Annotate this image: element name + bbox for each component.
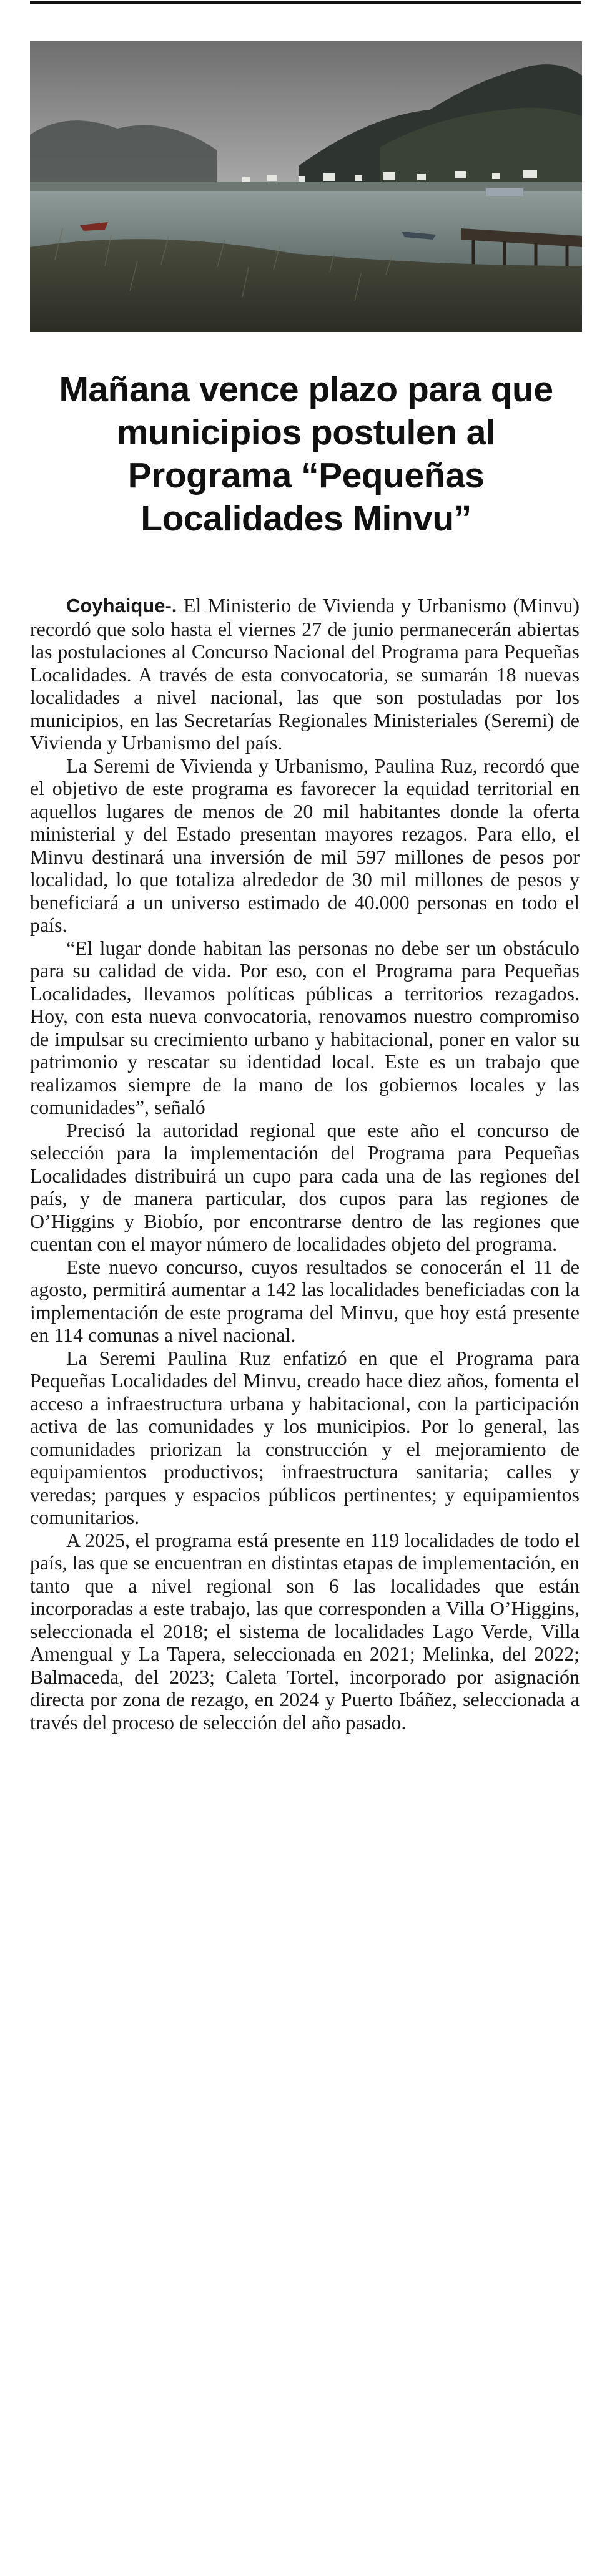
paragraph-6: La Seremi Paulina Ruz enfatizó en que el Programa para Pequeñas Localidades del Minvu, creado hace diez años, fomenta el acceso a infraestructura urbana y habitacional, con la participación activa de las comunidades y los municipios. Por lo general, las comunidades priorizan la construcción y el mejoramiento de equipamientos productivos; infraestructura sanitaria; calles y veredas; parques y espacios públicos pertinentes; y equipamientos comunitarios. [30,1346,580,1528]
paragraph-1-text: El Ministerio de Vivienda y Urbanismo (Minvu) recordó que solo hasta el viernes 27 de junio permanecerán abiertas las postulaciones al Concurso Nacional del Programa para Pequeñas Localidades. A través de esta convocatoria, se sumarán 18 nuevas localidades a nivel nacional, las que son postuladas por los municipios, en las Secretarías Regionales Ministeriales (Seremi) de Vivienda y Urbanismo del país. [30,594,580,754]
article-photo [30,41,582,332]
headline: Mañana vence plazo para que municipios postulen al Programa “Pequeñas Localidades Minvu” [59,369,553,539]
paragraph-5: Este nuevo concurso, cuyos resultados se conocerán el 11 de agosto, permitirá aumentar a 142 las localidades beneficiadas con la implementación de este programa del Minvu, que hoy está presente en 114 comunas a nivel nacional. [30,1255,580,1346]
paragraph-4: Precisó la autoridad regional que este año el concurso de selección para la implementación del Programa para Pequeñas Localidades distribuirá un cupo para cada una de las regiones del país, y de manera particular, dos cupos para las regiones de O’Higgins y Biobío, por encontrarse dentro de las regiones que cuentan con el mayor número de localidades objeto del programa. [30,1118,580,1255]
lake-village-photo-icon [30,41,582,332]
paragraph-2: La Seremi de Vivienda y Urbanismo, Paulina Ruz, recordó que el objetivo de este programa es favorecer la equidad territorial en aquellos lugares de menos de 20 mil habitantes donde la oferta ministerial y del Estado presentan mayores rezagos. Para ello, el Minvu destinará una inversión de mil 597 millones de pesos por localidad, lo que totaliza alrededor de 30 mil millones de pesos y beneficiará a un universo estimado de 40.000 personas en todo el país. [30,754,580,936]
paragraph-1 [30,594,580,754]
article-body [30,594,580,1734]
paragraph-3: “El lugar donde habitan las personas no debe ser un obstáculo para su calidad de vida. Por eso, con el Programa para Pequeñas Localidades, llevamos políticas públicas a territorios rezagados. Hoy, con esta nueva convocatoria, renovamos nuestro compromiso de impulsar su crecimiento urbano y habitacional, poner en valor su patrimonio y rescatar su identidad local. Este es un trabajo que realizamos siempre de la mano de los gobiernos locales y las comunidades”, señaló [30,936,580,1118]
dateline: Coyhaique-. [66,595,177,617]
paragraph-7: A 2025, el programa está presente en 119 localidades de todo el país, las que se encuentran en distintas etapas de implementación, en tanto que a nivel regional son 6 las localidades que están incorporadas a este trabajo, las que corresponden a Villa O’Higgins, seleccionada el 2018; el sistema de localidades Lago Verde, Villa Amengual y La Tapera, seleccionada en 2021; Melinka, del 2022; Balmaceda, del 2023; Caleta Tortel, incorporado por asignación directa por zona de rezago, en 2024 y Puerto Ibáñez, seleccionada a través del proceso de selección del año pasado. [30,1528,580,1734]
top-rule [30,1,581,4]
